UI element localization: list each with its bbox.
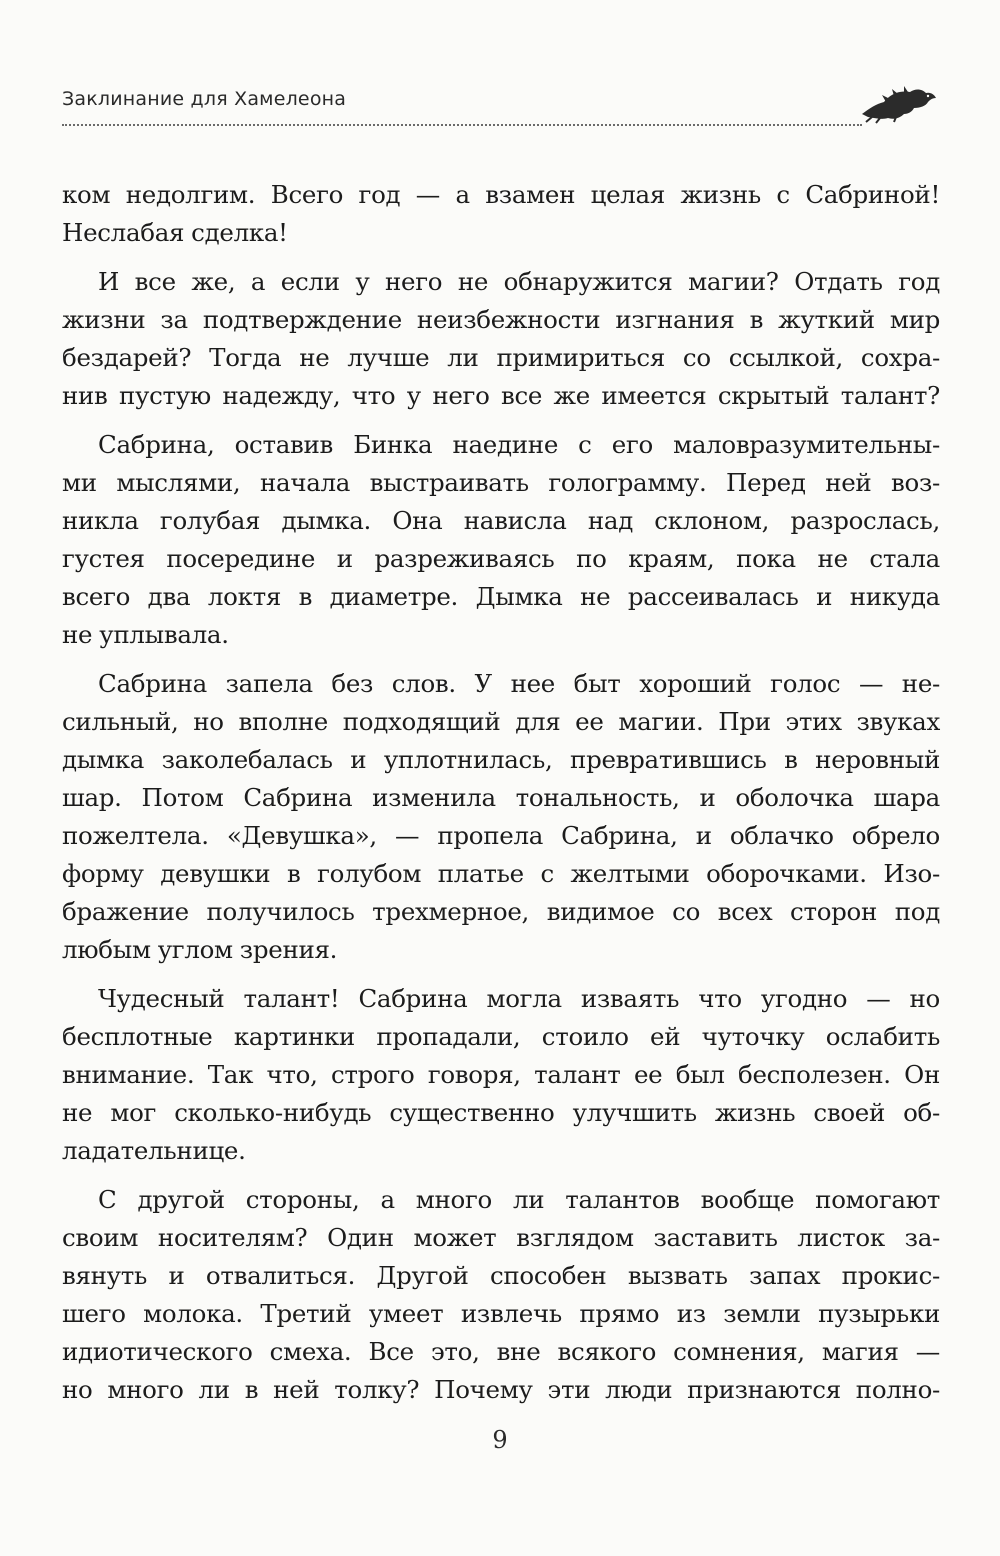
running-head [62,84,938,132]
body-text [62,176,940,1409]
text-line: не мог сколько-нибудь существенно улучшить жизнь своей об- [62,1098,940,1127]
text-line: И все же, а если у него не обнаружится магии? Отдать год [98,267,940,296]
paragraph [62,263,940,415]
page-number: 9 [492,1426,508,1454]
text-line: Чудесный талант! Сабрина могла изваять что угодно — но [98,984,940,1013]
text-line: пожелтела. «Девушка», — пропела Сабрина, и облачко обрело [62,821,940,850]
text-line: сильный, но вполне подходящий для ее магии. При этих звуках [62,707,940,736]
dragon-icon [860,84,938,124]
text-line: своим носителям? Один может взглядом заставить листок за- [62,1223,940,1252]
text-line: всего два локтя в диаметре. Дымка не рассеивалась и никуда [62,582,940,611]
text-line: Неслабая сделка! [62,218,288,247]
text-line: идиотического смеха. Все это, вне всякого сомнения, магия — [62,1337,940,1366]
running-head-title: Заклинание для Хамелеона [62,88,347,110]
text-line: не уплывала. [62,620,229,649]
text-line: шар. Потом Сабрина изменила тональность, и оболочка шара [62,783,940,812]
text-line: С другой стороны, а много ли талантов вообще помогают [98,1185,940,1214]
text-line: внимание. Так что, строго говоря, талант ее был бесполезен. Он [62,1060,940,1089]
text-line: дымка заколебалась и уплотнилась, превратившись в неровный [62,745,940,774]
text-line: бражение получилось трехмерное, видимое со всех сторон под [62,897,940,926]
text-line: бездарей? Тогда не лучше ли примириться со ссылкой, сохра- [62,343,940,372]
text-line: нив пустую надежду, что у него все же имеется скрытый талант? [62,381,940,410]
text-line: густея посередине и разреживаясь по краям, пока не стала [62,544,940,573]
text-line: бесплотные картинки пропадали, стоило ей чуточку ослабить [62,1022,940,1051]
text-line: ком недолгим. Всего год — а взамен целая жизнь с Сабриной! [62,180,940,209]
paragraph [62,426,940,654]
text-line: никла голубая дымка. Она нависла над склоном, разрослась, [62,506,940,535]
paragraph [62,176,940,252]
header-divider [62,124,862,126]
text-line: ладательнице. [62,1136,246,1165]
text-line: жизни за подтверждение неизбежности изгнания в жуткий мир [62,305,940,334]
text-line: Сабрина запела без слов. У нее быт хороший голос — не- [98,669,940,698]
paragraph [62,980,940,1170]
paragraph [62,1181,940,1409]
text-line: вянуть и отвалиться. Другой способен вызвать запах прокис- [62,1261,940,1290]
text-line: ми мыслями, начала выстраивать голограмму. Перед ней воз- [62,468,940,497]
text-line: шего молока. Третий умеет извлечь прямо из земли пузырьки [62,1299,940,1328]
paragraph [62,665,940,969]
text-line: любым углом зрения. [62,935,338,964]
text-line: Сабрина, оставив Бинка наедине с его маловразумительны- [98,430,940,459]
text-line: но много ли в ней толку? Почему эти люди признаются полно- [62,1375,940,1404]
text-line: форму девушки в голубом платье с желтыми оборочками. Изо- [62,859,940,888]
